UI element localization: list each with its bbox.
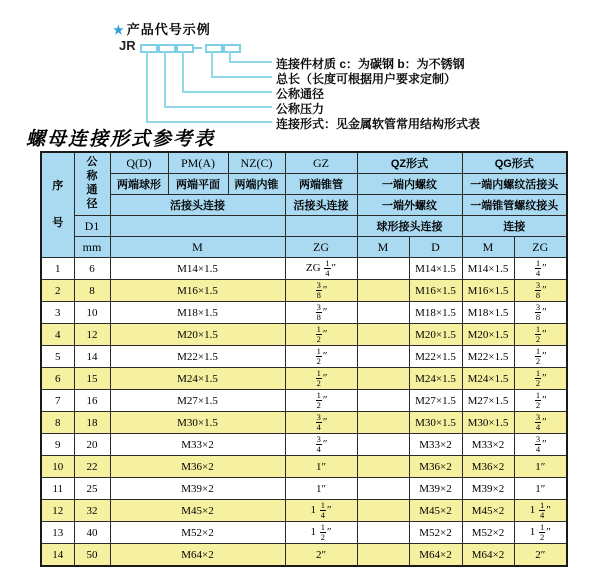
- table-row: [41, 434, 567, 456]
- cell-qz-d: M27×1.5: [409, 390, 462, 412]
- cell-dn: 14: [74, 346, 110, 368]
- header-gz-unit: ZG: [285, 237, 357, 258]
- cell-qg-m: M22×1.5: [462, 346, 514, 368]
- table-row: [41, 456, 567, 478]
- cell-qz-m: [357, 324, 409, 346]
- header-qg-row3: 一端锥管螺纹接头: [462, 195, 567, 216]
- cell-qg-zg: $\frac{1}{2}$ ″: [514, 390, 567, 412]
- cell-dn: 15: [74, 368, 110, 390]
- header-q-code: Q(D): [110, 152, 168, 174]
- reference-table-wrap: [40, 151, 568, 567]
- cell-m: M22×1.5: [110, 346, 285, 368]
- cell-qz-m: [357, 302, 409, 324]
- cell-qg-zg: $\frac{3}{4}$ ″: [514, 412, 567, 434]
- header-seq: 序号: [41, 152, 74, 258]
- cell-qz-m: [357, 456, 409, 478]
- cell-gz-zg: 1″: [285, 456, 357, 478]
- leader-line-h5: [229, 61, 272, 63]
- cell-dn: 40: [74, 522, 110, 544]
- cell-qz-d: M30×1.5: [409, 412, 462, 434]
- cell-qg-m: M14×1.5: [462, 258, 514, 280]
- cell-qz-m: [357, 368, 409, 390]
- cell-qg-m: M27×1.5: [462, 390, 514, 412]
- cell-qg-m: M33×2: [462, 434, 514, 456]
- header-qpn-blank: [110, 216, 285, 237]
- cell-qg-zg: $\frac{1}{2}$ ″: [514, 346, 567, 368]
- header-gz-conn: 活接头连接: [285, 195, 357, 216]
- cell-gz-zg: 1 $\frac{1}{2}$ ″: [285, 522, 357, 544]
- cell-dn: 20: [74, 434, 110, 456]
- cell-dn: 12: [74, 324, 110, 346]
- cell-m: M20×1.5: [110, 324, 285, 346]
- cell-qz-m: [357, 258, 409, 280]
- label-nominal-diameter: 公称通径: [276, 87, 325, 101]
- cell-dn: 6: [74, 258, 110, 280]
- leader-line-v3: [182, 51, 184, 93]
- cell-gz-zg: $\frac{1}{2}$ ″: [285, 346, 357, 368]
- header-qg-row2: 一端内螺纹活接头: [462, 174, 567, 195]
- cell-qz-m: [357, 434, 409, 456]
- cell-qg-m: M64×2: [462, 544, 514, 567]
- product-code-heading: [113, 19, 211, 38]
- cell-dn: 25: [74, 478, 110, 500]
- cell-qg-zg: 2″: [514, 544, 567, 567]
- cell-seq: 8: [41, 412, 74, 434]
- cell-dn: 32: [74, 500, 110, 522]
- cell-m: M45×2: [110, 500, 285, 522]
- cell-qg-zg: $\frac{1}{2}$ ″: [514, 368, 567, 390]
- cell-qz-d: M52×2: [409, 522, 462, 544]
- cell-qg-m: M24×1.5: [462, 368, 514, 390]
- header-gz-code: GZ: [285, 152, 357, 174]
- table-row: [41, 324, 567, 346]
- table-row: [41, 258, 567, 280]
- table-row: [41, 346, 567, 368]
- cell-m: M33×2: [110, 434, 285, 456]
- cell-gz-zg: $\frac{1}{2}$ ″: [285, 368, 357, 390]
- cell-qg-m: M39×2: [462, 478, 514, 500]
- star-icon: ★: [113, 23, 125, 37]
- code-dash: [194, 47, 202, 49]
- leader-line-h4: [211, 76, 272, 78]
- cell-qg-zg: 1″: [514, 478, 567, 500]
- table-row: [41, 280, 567, 302]
- table-row: [41, 522, 567, 544]
- cell-dn: 22: [74, 456, 110, 478]
- cell-qg-zg: 1″: [514, 456, 567, 478]
- cell-qg-m: M36×2: [462, 456, 514, 478]
- cell-qz-d: M39×2: [409, 478, 462, 500]
- cell-seq: 3: [41, 302, 74, 324]
- leader-line-h2: [164, 106, 272, 108]
- section-title: 螺母连接形式参考表: [26, 129, 216, 150]
- cell-qg-zg: $\frac{3}{8}$ ″: [514, 302, 567, 324]
- cell-m: M24×1.5: [110, 368, 285, 390]
- cell-m: M18×1.5: [110, 302, 285, 324]
- cell-gz-zg: 2″: [285, 544, 357, 567]
- cell-seq: 10: [41, 456, 74, 478]
- header-qg-unit2: ZG: [514, 237, 567, 258]
- header-qz-unit2: D: [409, 237, 462, 258]
- cell-qz-d: M33×2: [409, 434, 462, 456]
- cell-seq: 1: [41, 258, 74, 280]
- header-qz-row2: 一端内螺纹: [357, 174, 462, 195]
- code-box-4: [205, 44, 223, 53]
- leader-line-v2: [164, 51, 166, 108]
- cell-qg-m: M45×2: [462, 500, 514, 522]
- cell-seq: 14: [41, 544, 74, 567]
- header-row-5: [41, 237, 567, 258]
- cell-m: M64×2: [110, 544, 285, 567]
- header-gz-blank: [285, 216, 357, 237]
- header-nz-ends: 两端内锥: [228, 174, 285, 195]
- cell-qz-d: M24×1.5: [409, 368, 462, 390]
- label-nominal-pressure: 公称压力: [276, 102, 325, 116]
- cell-qz-d: M45×2: [409, 500, 462, 522]
- header-dn: 公称通径: [74, 152, 110, 216]
- label-connection-form: 连接形式：见金属软管常用结构形式表: [276, 117, 481, 131]
- cell-seq: 4: [41, 324, 74, 346]
- cell-gz-zg: 1″: [285, 478, 357, 500]
- cell-m: M52×2: [110, 522, 285, 544]
- header-m-unit: M: [110, 237, 285, 258]
- cell-qz-d: M16×1.5: [409, 280, 462, 302]
- table-row: [41, 368, 567, 390]
- code-box-2: [158, 44, 176, 53]
- header-gz-ends: 两端锥管: [285, 174, 357, 195]
- cell-qg-zg: $\frac{1}{2}$ ″: [514, 324, 567, 346]
- header-qz-code: QZ形式: [357, 152, 462, 174]
- cell-seq: 6: [41, 368, 74, 390]
- header-qg-unit1: M: [462, 237, 514, 258]
- header-pm-ends: 两端平面: [168, 174, 228, 195]
- header-q-ends: 两端球形: [110, 174, 168, 195]
- header-qz-row3: 一端外螺纹: [357, 195, 462, 216]
- cell-gz-zg: $\frac{1}{2}$ ″: [285, 390, 357, 412]
- cell-qz-m: [357, 346, 409, 368]
- leader-line-v4: [211, 51, 213, 78]
- cell-m: M30×1.5: [110, 412, 285, 434]
- header-row-3: [41, 195, 567, 216]
- cell-gz-zg: $\frac{3}{8}$ ″: [285, 302, 357, 324]
- leader-line-v1: [146, 51, 148, 123]
- cell-m: M16×1.5: [110, 280, 285, 302]
- cell-qg-m: M52×2: [462, 522, 514, 544]
- header-d1: D1: [74, 216, 110, 237]
- cell-qg-m: M18×1.5: [462, 302, 514, 324]
- table-row: [41, 412, 567, 434]
- cell-qz-m: [357, 500, 409, 522]
- cell-m: M36×2: [110, 456, 285, 478]
- header-qz-unit1: M: [357, 237, 409, 258]
- cell-dn: 50: [74, 544, 110, 567]
- cell-seq: 9: [41, 434, 74, 456]
- table-row: [41, 478, 567, 500]
- cell-gz-zg: $\frac{3}{4}$ ″: [285, 434, 357, 456]
- header-row-2: [41, 174, 567, 195]
- cell-qg-m: M30×1.5: [462, 412, 514, 434]
- header-qg-code: QG形式: [462, 152, 567, 174]
- cell-qg-zg: $\frac{3}{4}$ ″: [514, 434, 567, 456]
- cell-seq: 5: [41, 346, 74, 368]
- table-row: [41, 390, 567, 412]
- header-nz-code: NZ(C): [228, 152, 285, 174]
- cell-seq: 7: [41, 390, 74, 412]
- cell-dn: 8: [74, 280, 110, 302]
- table-row: [41, 500, 567, 522]
- cell-qg-zg: $\frac{3}{8}$ ″: [514, 280, 567, 302]
- table-row: [41, 302, 567, 324]
- cell-qz-m: [357, 412, 409, 434]
- cell-qg-zg: $\frac{1}{4}$ ″: [514, 258, 567, 280]
- cell-qz-d: M22×1.5: [409, 346, 462, 368]
- reference-table: [40, 151, 568, 567]
- label-material: 连接件材质 c：为碳钢 b：为不锈钢: [276, 57, 465, 71]
- cell-gz-zg: $\frac{3}{4}$ ″: [285, 412, 357, 434]
- cell-seq: 11: [41, 478, 74, 500]
- cell-qz-m: [357, 544, 409, 567]
- header-mm: mm: [74, 237, 110, 258]
- header-row-1: [41, 152, 567, 174]
- header-pm-code: PM(A): [168, 152, 228, 174]
- header-qz-row4: 球形接头连接: [357, 216, 462, 237]
- cell-qz-d: M64×2: [409, 544, 462, 567]
- cell-dn: 10: [74, 302, 110, 324]
- cell-dn: 16: [74, 390, 110, 412]
- table-body: [41, 258, 567, 567]
- code-box-5: [223, 44, 241, 53]
- leader-line-h1: [146, 121, 272, 123]
- cell-gz-zg: $\frac{3}{8}$ ″: [285, 280, 357, 302]
- header-qpn-conn: 活接头连接: [110, 195, 285, 216]
- leader-line-h3: [182, 91, 272, 93]
- cell-qg-zg: 1 $\frac{1}{2}$ ″: [514, 522, 567, 544]
- cell-qz-m: [357, 280, 409, 302]
- code-prefix: JR: [119, 38, 136, 53]
- label-total-length: 总长（长度可根据用户要求定制）: [276, 72, 457, 86]
- cell-qz-d: M20×1.5: [409, 324, 462, 346]
- table-row: [41, 544, 567, 567]
- cell-qg-m: M20×1.5: [462, 324, 514, 346]
- cell-qz-m: [357, 390, 409, 412]
- cell-m: M14×1.5: [110, 258, 285, 280]
- cell-qz-d: M18×1.5: [409, 302, 462, 324]
- code-box-3: [176, 44, 194, 53]
- cell-qg-zg: 1 $\frac{1}{4}$ ″: [514, 500, 567, 522]
- cell-dn: 18: [74, 412, 110, 434]
- cell-gz-zg: 1 $\frac{1}{4}$ ″: [285, 500, 357, 522]
- cell-seq: 12: [41, 500, 74, 522]
- cell-m: M39×2: [110, 478, 285, 500]
- cell-seq: 2: [41, 280, 74, 302]
- product-code-heading-text: 产品代号示例: [126, 22, 211, 37]
- cell-qz-d: M14×1.5: [409, 258, 462, 280]
- header-qg-row4: 连接: [462, 216, 567, 237]
- code-box-1: [140, 44, 158, 53]
- cell-gz-zg: $\frac{1}{2}$ ″: [285, 324, 357, 346]
- cell-qz-m: [357, 478, 409, 500]
- cell-gz-zg: ZG $\frac{1}{4}$ ″: [285, 258, 357, 280]
- cell-seq: 13: [41, 522, 74, 544]
- cell-qz-d: M36×2: [409, 456, 462, 478]
- cell-m: M27×1.5: [110, 390, 285, 412]
- cell-qg-m: M16×1.5: [462, 280, 514, 302]
- cell-qz-m: [357, 522, 409, 544]
- header-row-4: [41, 216, 567, 237]
